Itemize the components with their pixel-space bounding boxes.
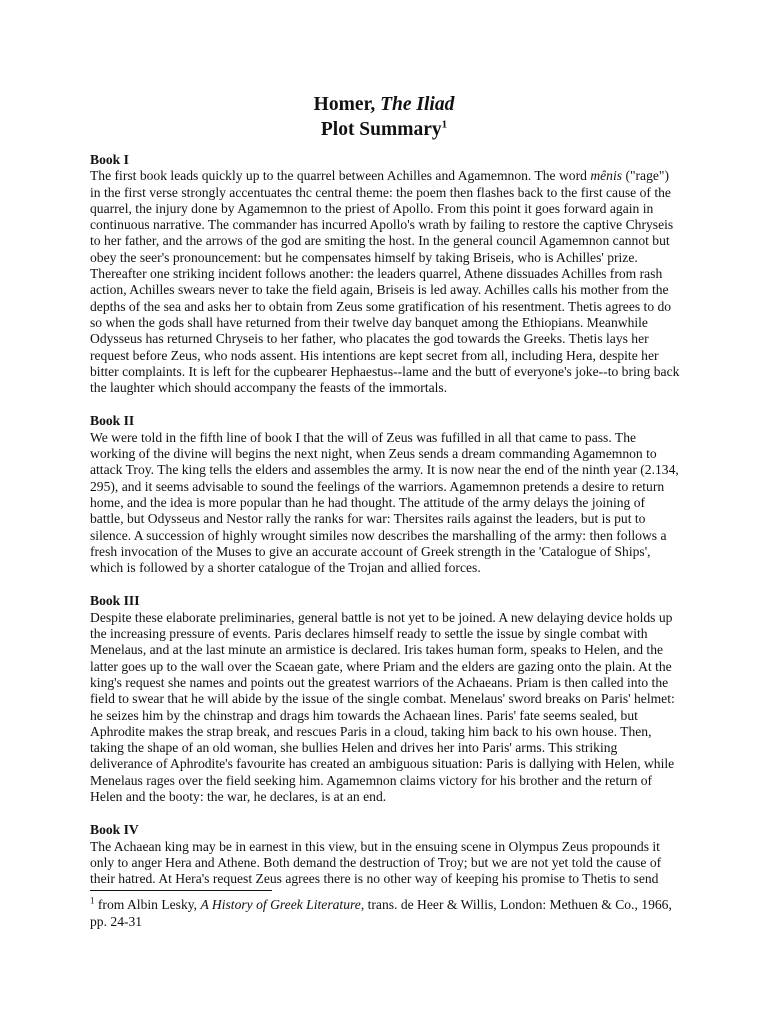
section-book-1: [90, 152, 680, 396]
title-work: The Iliad: [380, 94, 455, 115]
section-heading: Book IV: [90, 822, 139, 838]
section-book-2: [90, 413, 680, 576]
footnote-book-title: A History of Greek Literature: [200, 897, 361, 912]
title-author: Homer,: [313, 94, 376, 115]
section-paragraph: [90, 168, 680, 396]
section-paragraph: Despite these elaborate preliminaries, general battle is not yet to be joined. A new delaying device holds up the increasing pressure of events. Paris declares himself ready to settle the issue by single combat with Menelaus, and at the last minute an armistice is declared. Iris takes human form, speaks to Helen, and the latter goes up to the wall over the Scaean gate, where Priam and the elders are gazing onto the plain. At the king's request she names and points out the greatest warriors of the Achaeans. Priam is then called into the field to swear that he will abide by the issue of the single combat. Menelaus' sword breaks on Paris' helmet: he seizes him by the chinstrap and drags him towards the Achaean lines. Paris' fate seems sealed, but Aphrodite makes the strap break, and rescues Paris in a cloud, taking him back to his own house. Then, taking the shape of an old woman, she bullies Helen and drives her into Paris' arms. This striking deliverance of Aphrodite's favourite has created an ambiguous situation: Paris is dallying with Helen, while Menelaus rages over the field seeking him. Agamemnon claims victory for his brother and the return of Helen and the booty: the war, he declares, is at an end.: [90, 609, 675, 804]
paragraph-text: ("rage") in the first verse strongly accentuates thc central theme: the poem then flashes back to the first cause of the quarrel, the injury done by Agamemnon to the priest of Apollo. From this point it goes forward again in continuous narrative. The commander has incurred Apollo's wrath by failing to restore the captive Chryseis to her father, and the arrows of the god are smiting the host. In the general council Agamemnon cannot but obey the seer's pronouncement: but he compensates himself by taking Briseis, who is Achilles' prize. Thereafter one striking incident follows another: the leaders quarrel, Athene dissuades Achilles from rash action, Achilles swears never to take the field again, Briseis is led away. Achilles calls his mother from the depths of the sea and asks her to obtain from Zeus some gratification of his resentment. Thetis agrees to do so when the gods shall have returned from their twelve day banquet among the Ethiopians. Meanwhile Odysseus has returned Chryseis to her father, who placates the god towards the Greeks. Thetis lays her request before Zeus, who nods assent. His intentions are kept secret from all, including Hera, despite her bitter complaints. It is left for the cupbearer Hephaestus--lame and the butt of everyone's joke--to bring back the laughter which should accompany the feasts of the immortals.: [90, 168, 680, 396]
section-heading: Book II: [90, 413, 135, 429]
document-title: [0, 92, 768, 142]
title-line: [0, 92, 768, 117]
section-heading: Book I: [90, 152, 129, 167]
section-paragraph: We were told in the fifth line of book I that the will of Zeus was fufilled in all that came to pass. The working of the divine will begins the next night, when Zeus sends a dream commanding Agamemnon to attack Troy. The king tells the elders and assembles the army. It is now near the end of the ninth year (2.134, 295), and it seems advisable to sound the feelings of the warriors. Agamemnon pretends a desire to return home, and the idea is more popular than he had thought. The attitude of the army delays the joining of battle, but Odysseus and Nestor rally the ranks for war: Thersites rails against the leaders, but is put to silence. A succession of highly wrought similes now describes the marshalling of the army: then follows a fresh invocation of the Muses to give an accurate account of Greek strength in the 'Catalogue of Ships', which is followed by a shorter catalogue of the Trojan and allied forces.: [90, 429, 679, 576]
section-book-4: [90, 822, 680, 887]
footnote-marker: 1: [90, 895, 95, 906]
footnote-text: from Albin Lesky,: [94, 897, 201, 912]
title-footnote-marker: 1: [441, 118, 448, 131]
document-body: [90, 152, 680, 904]
section-book-3: [90, 593, 680, 805]
footnote-text: , trans. de Heer & Willis, London: Methuen & Co., 1966, pp. 24-31: [90, 897, 672, 929]
paragraph-italic-term: mênis: [590, 168, 623, 184]
footnote-separator: [90, 890, 272, 891]
title-subtitle: Plot Summary: [320, 119, 442, 140]
footnote: [90, 896, 680, 930]
section-heading: Book III: [90, 593, 140, 609]
paragraph-text: The first book leads quickly up to the quarrel between Achilles and Agamemnon. The word: [90, 168, 591, 184]
section-paragraph: The Achaean king may be in earnest in this view, but in the ensuing scene in Olympus Zeus propounds it only to anger Hera and Athene. Both demand the destruction of Troy; but we are not yet told the cause of their hatred. At Hera's request Zeus agrees there is no other way of keeping his promise to Thetis to send: [90, 838, 662, 887]
subtitle-line: [0, 117, 768, 142]
